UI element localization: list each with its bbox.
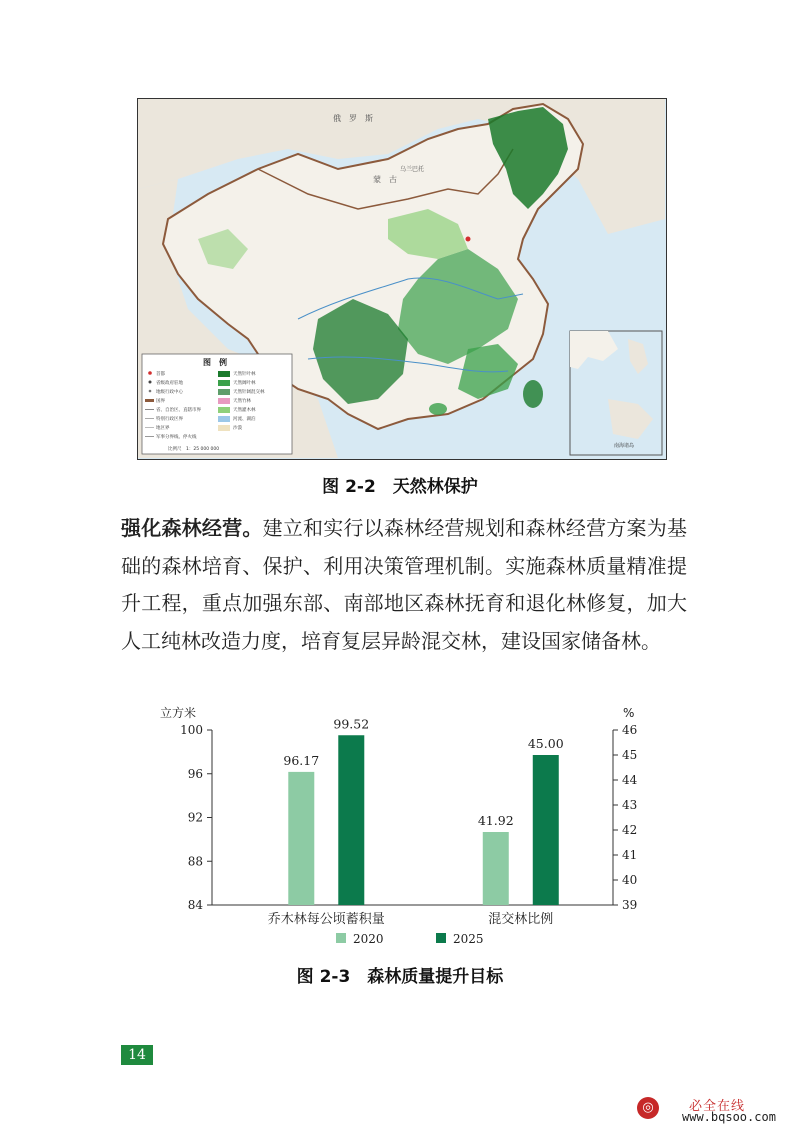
legend-scale: 比例尺 1：25 000 000 [168,447,220,452]
watermark-url: www.bqsoo.com [682,1110,776,1124]
legend-item: 首都 [156,372,165,377]
legend-item: 天然针叶林 [233,372,256,377]
left-tick-label: 96 [187,766,203,781]
legend-item: 天然灌木林 [233,408,256,413]
watermark-name: 必全在线 [689,1099,746,1114]
legend-item: 特别行政区界 [156,417,183,422]
bar-2025 [338,735,364,905]
right-tick-label: 42 [622,823,638,837]
figure-2-2-caption: 图 2-2 天然林保护 [322,477,478,497]
legend-item: 军事分界线、停火线 [156,435,197,440]
right-tick-label: 40 [622,873,638,887]
legend-item: 地级行政中心 [156,390,183,395]
legend-item: 国界 [156,399,165,404]
legend-item: 天然阔叶林 [233,381,256,386]
bar-2020 [288,772,314,905]
left-axis-label: 立方米 [160,706,197,720]
bar-value-label: 41.92 [477,813,514,828]
russia-label: 俄 罗 斯 [333,114,373,123]
legend-swatch-2020 [336,933,346,943]
bar-value-label: 96.17 [283,752,320,768]
south-china-sea-inset [570,331,662,455]
figure-2-3-caption: 图 2-3 森林质量提升目标 [296,967,504,987]
bar-2025 [533,755,559,905]
forest-quality-chart [150,700,660,955]
legend-item: 省级政府驻地 [156,381,183,386]
right-tick-label: 39 [622,898,638,912]
category-label: 乔木林每公顷蓄积量 [267,912,385,927]
category-label: 混交林比例 [488,912,554,927]
legend-item: 天然针阔混交林 [233,390,265,395]
legend-item: 沙漠 [233,426,242,431]
bar-value-label: 45.00 [527,736,564,751]
right-tick-label: 45 [622,748,638,762]
right-tick-label: 44 [622,773,638,787]
legend-label: 2025 [453,932,484,946]
paragraph-lead: 强化森林经营。 [121,516,263,540]
left-tick-label: 100 [180,723,203,737]
bar-2020 [483,832,509,905]
left-tick-label: 88 [187,854,203,869]
ulaanbaatar-label: 乌兰巴托 [400,166,425,173]
legend-item: 地区界 [156,426,170,431]
legend-title: 图 例 [203,358,227,367]
right-tick-label: 46 [622,723,638,737]
bar-value-label: 99.52 [333,716,370,732]
map-canvas [138,99,665,458]
left-tick-label: 84 [187,898,203,912]
forest-protection-map [137,98,667,460]
right-tick-label: 41 [622,848,638,862]
legend-item: 天然竹林 [233,399,251,404]
mongolia-label: 蒙 古 [373,175,397,184]
legend-item: 河流、湖泊 [233,417,256,422]
watermark-logo-icon: ◎ [637,1097,659,1119]
right-axis-label: % [623,706,635,720]
right-tick-label: 43 [622,798,638,812]
legend-swatch-2025 [436,933,446,943]
paragraph-body: 建立和实行以森林经营规划和森林经营方案为基础的森林培育、保护、利用决策管理机制。实施森林质量精准提升工程，重点加强东部、南部地区森林抚育和退化林修复，加大人工纯林改造力度，培育复层异龄混交林，建设国家储备林。 [121,516,688,653]
left-tick-label: 92 [187,810,203,825]
page-number: 14 [121,1045,153,1065]
body-paragraph [121,510,687,660]
legend-item: 省、自治区、直辖市界 [156,408,201,413]
map-legend [142,354,292,454]
site-watermark [637,1095,787,1125]
capital-marker [466,237,471,242]
inset-label: 南海诸岛 [614,443,635,449]
legend-label: 2020 [353,932,384,946]
